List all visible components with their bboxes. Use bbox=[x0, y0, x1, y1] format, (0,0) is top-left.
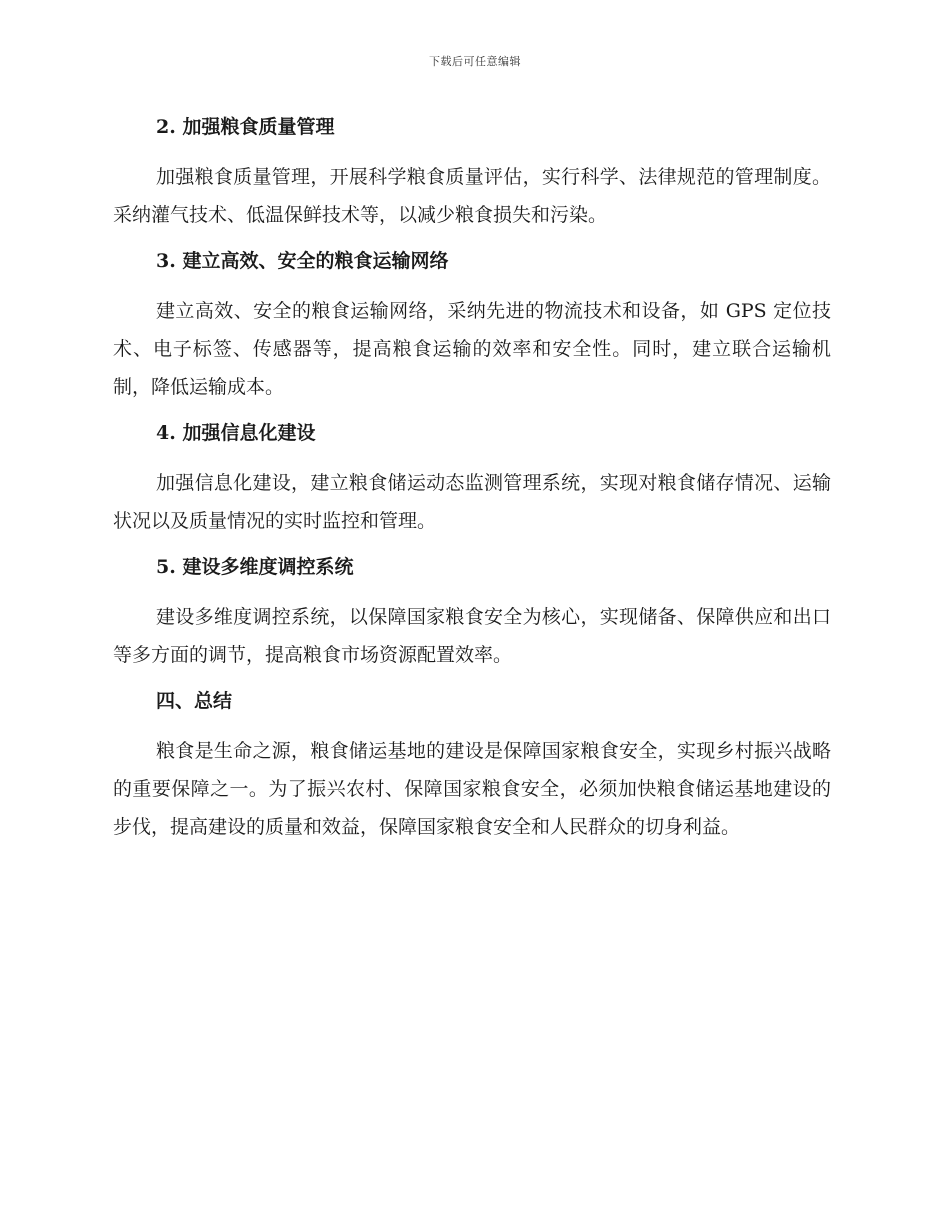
section-quality-management bbox=[113, 110, 831, 234]
section-informatization bbox=[113, 416, 831, 540]
section-paragraph: 加强信息化建设，建立粮食储运动态监测管理系统，实现对粮食储存情况、运输状况以及质量情况的实时监控和管理。 bbox=[113, 472, 831, 532]
section-paragraph: 建设多维度调控系统，以保障国家粮食安全为核心，实现储备、保障供应和出口等多方面的调节，提高粮食市场资源配置效率。 bbox=[113, 606, 831, 666]
document-body bbox=[113, 110, 831, 856]
section-heading: 4. 加强信息化建设 bbox=[156, 422, 316, 444]
section-heading: 3. 建立高效、安全的粮食运输网络 bbox=[156, 250, 449, 272]
section-paragraph: 加强粮食质量管理，开展科学粮食质量评估，实行科学、法律规范的管理制度。采纳灌气技术、低温保鲜技术等，以减少粮食损失和污染。 bbox=[113, 166, 831, 226]
section-heading: 四、总结 bbox=[156, 690, 233, 712]
section-heading: 5. 建设多维度调控系统 bbox=[156, 556, 354, 578]
section-transport-network bbox=[113, 244, 831, 406]
section-heading: 2. 加强粮食质量管理 bbox=[156, 116, 335, 138]
section-summary bbox=[113, 684, 831, 846]
page-header: 下载后可任意编辑 bbox=[429, 55, 521, 68]
section-paragraph: 粮食是生命之源，粮食储运基地的建设是保障国家粮食安全，实现乡村振兴战略的重要保障之一。为了振兴农村、保障国家粮食安全，必须加快粮食储运基地建设的步伐，提高建设的质量和效益，保障国家粮食安全和人民群众的切身利益。 bbox=[113, 740, 831, 838]
section-regulation-system bbox=[113, 550, 831, 674]
section-paragraph: 建立高效、安全的粮食运输网络，采纳先进的物流技术和设备，如 GPS 定位技术、电子标签、传感器等，提高粮食运输的效率和安全性。同时，建立联合运输机制，降低运输成本。 bbox=[113, 300, 831, 398]
